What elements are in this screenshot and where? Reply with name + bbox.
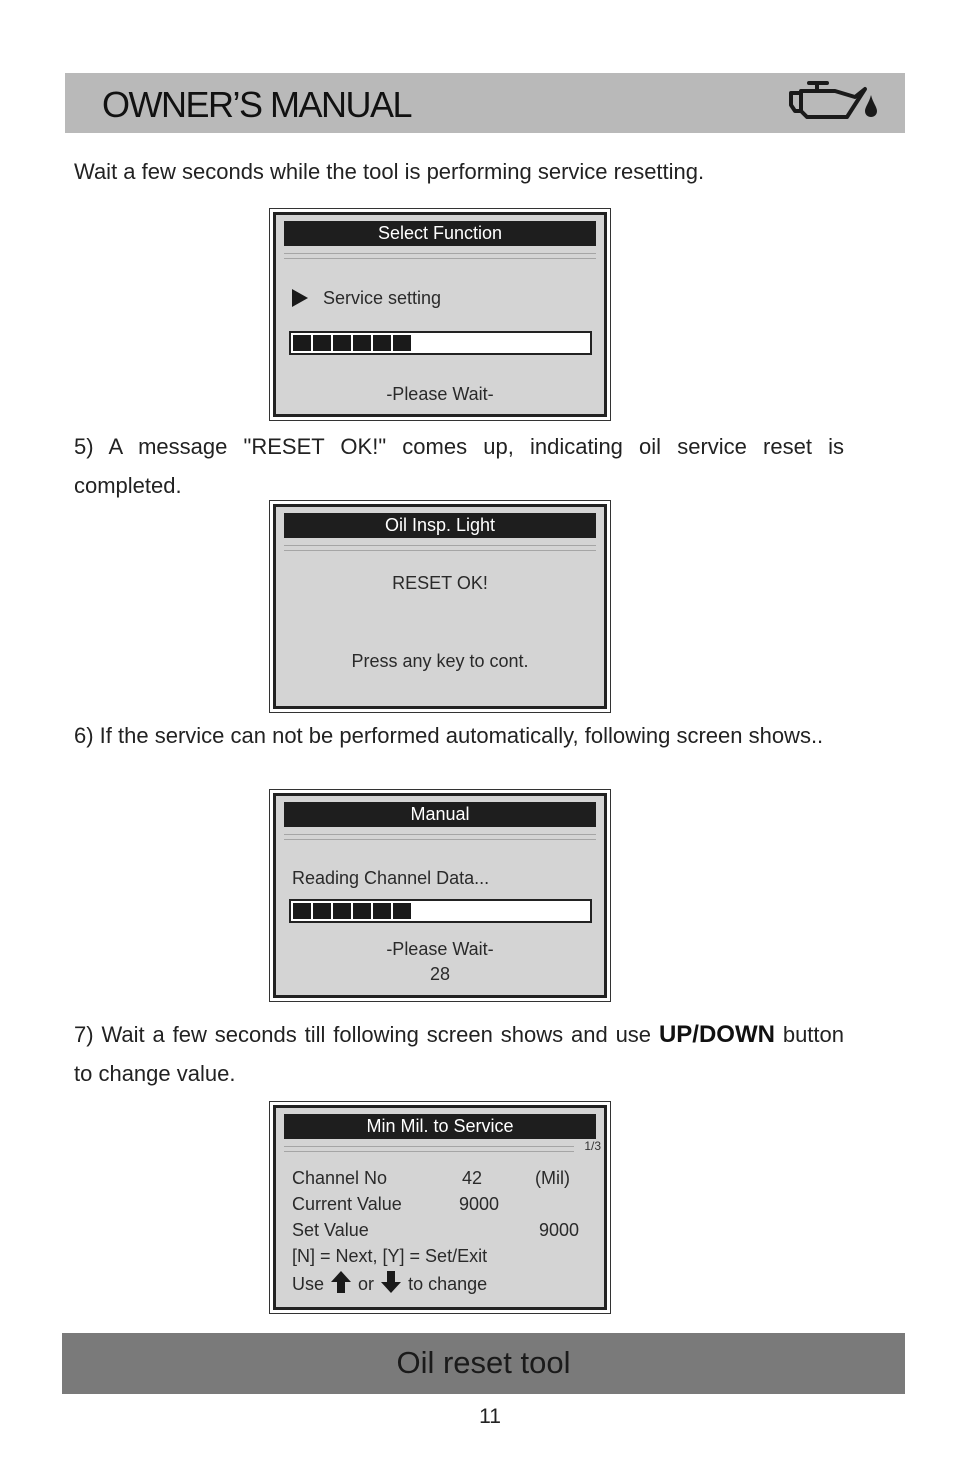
progress-bar	[289, 899, 592, 923]
screen-display	[273, 504, 607, 709]
reading-channel-message: Reading Channel Data...	[292, 868, 490, 888]
progress-fill	[293, 335, 411, 351]
page-number: 11	[479, 1405, 501, 1428]
page-indicator: 1/3	[584, 1139, 601, 1153]
status-please-wait: -Please Wait-	[386, 384, 494, 404]
set-value: 9000	[539, 1220, 580, 1240]
screen-divider	[284, 834, 596, 840]
progress-bar	[289, 331, 592, 355]
section-title: Oil reset tool	[396, 1345, 571, 1380]
screen-display	[273, 1105, 607, 1310]
menu-item-service-setting: Service setting	[323, 288, 442, 308]
header-bar	[65, 73, 905, 133]
screen-divider	[284, 545, 596, 551]
screen-oil-insp-light	[269, 500, 611, 713]
instruction-up-down	[74, 1015, 844, 1093]
instruction-manual-service: 6) If the service can not be performed automatically, following screen shows..	[74, 723, 824, 748]
use-arrows-hint	[292, 1271, 487, 1295]
use-label: Use	[292, 1274, 325, 1294]
or-label: or	[358, 1274, 375, 1294]
oil-can-icon	[785, 77, 877, 127]
channel-unit: (Mil)	[535, 1168, 570, 1188]
countdown-value: 28	[429, 964, 451, 984]
down-arrow-icon	[381, 1271, 401, 1293]
reset-ok-message: RESET OK!	[392, 573, 488, 593]
right-triangle-icon	[292, 289, 308, 307]
screen-title: Select Function	[284, 221, 596, 246]
instruction-text: 7) Wait a few seconds till following screen shows and use	[74, 1022, 659, 1047]
set-value-label: Set Value	[292, 1220, 369, 1240]
screen-display	[273, 793, 607, 998]
screen-title: Manual	[284, 802, 596, 827]
instruction-text: button to change value.	[74, 1022, 844, 1086]
screen-divider	[284, 1146, 574, 1152]
current-value-label: Current Value	[292, 1194, 402, 1214]
up-down-keyword: UP/DOWN	[658, 1021, 775, 1048]
key-hint: [N] = Next, [Y] = Set/Exit	[292, 1246, 488, 1266]
channel-no-label: Channel No	[292, 1168, 388, 1188]
status-please-wait: -Please Wait-	[386, 939, 494, 959]
screen-select-function	[269, 208, 611, 421]
screen-manual	[269, 789, 611, 1002]
current-value: 9000	[459, 1194, 500, 1214]
channel-no-value: 42	[462, 1168, 483, 1188]
instruction-reset-ok: 5) A message "RESET OK!" comes up, indicating oil service reset is completed.	[74, 434, 844, 498]
progress-fill	[293, 903, 411, 919]
press-any-key-prompt: Press any key to cont.	[351, 651, 529, 671]
screen-title: Min Mil. to Service	[284, 1114, 596, 1139]
screen-title: Oil Insp. Light	[284, 513, 596, 538]
up-arrow-icon	[331, 1271, 351, 1293]
instruction-wait: Wait a few seconds while the tool is performing service resetting.	[74, 159, 705, 184]
screen-min-mil-to-service	[269, 1101, 611, 1314]
to-change-label: to change	[408, 1274, 488, 1294]
screen-display	[273, 212, 607, 417]
manual-title: OWNER’S MANUAL	[102, 84, 412, 125]
screen-divider	[284, 253, 596, 259]
footer-bar	[62, 1333, 905, 1394]
